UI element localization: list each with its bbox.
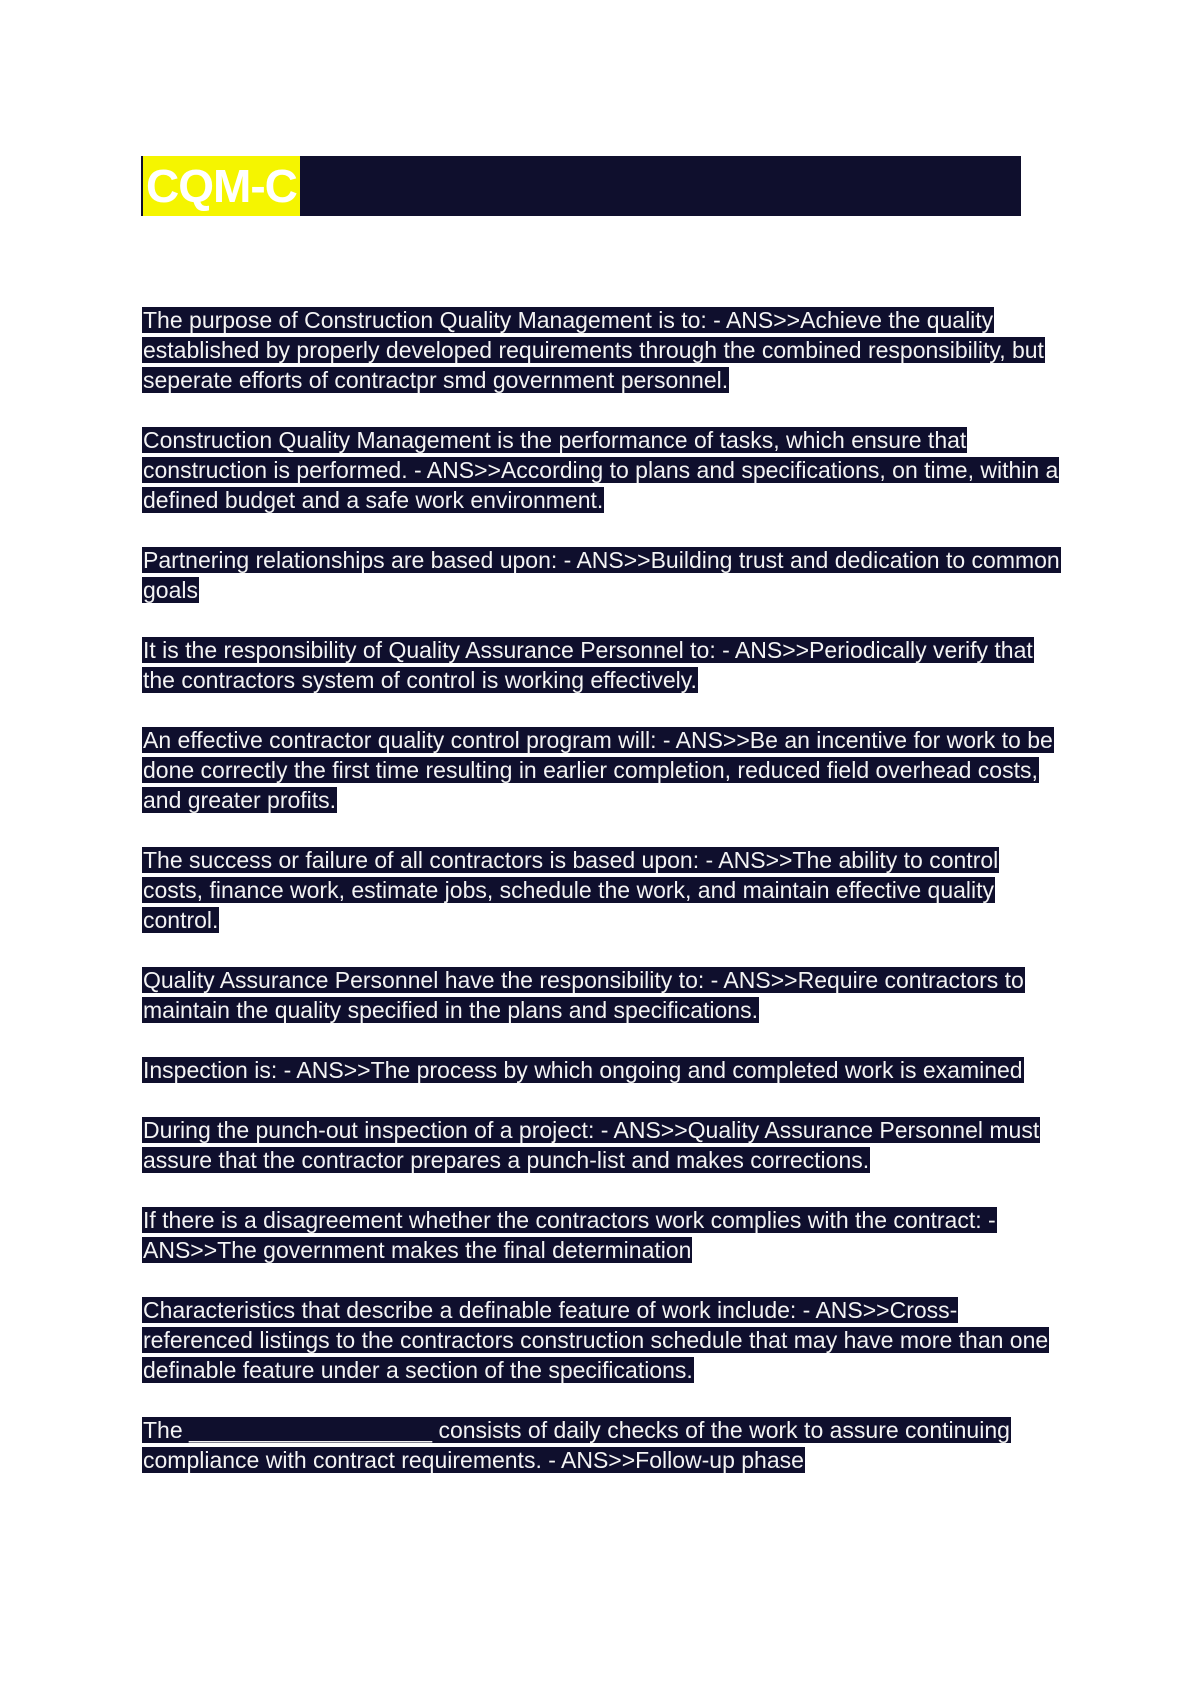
qa-item-1: [142, 305, 1062, 395]
document-title: CQM-C: [141, 156, 300, 216]
qa-item-10: [142, 1205, 1062, 1265]
qa-item-text: If there is a disagreement whether the contractors work complies with the contract: - ANS>>The government makes the final determination: [143, 1207, 996, 1263]
qa-list: [142, 305, 1062, 1475]
qa-item-text: During the punch-out inspection of a project: - ANS>>Quality Assurance Personnel must assure that the contractor prepares a punch-list and makes corrections.: [143, 1117, 1040, 1173]
title-banner: [141, 156, 1021, 216]
qa-item-3: [142, 545, 1062, 605]
qa-item-7: [142, 965, 1062, 1025]
qa-item-text: The purpose of Construction Quality Management is to: - ANS>>Achieve the quality established by properly developed requirements through the combined responsibility, but seperate efforts of contractpr smd government personnel.: [143, 307, 1044, 393]
qa-item-text: Construction Quality Management is the performance of tasks, which ensure that construction is performed. - ANS>>According to plans and specifications, on time, within a defined budget and a safe work environment.: [143, 427, 1059, 513]
qa-item-6: [142, 845, 1062, 935]
qa-item-8: [142, 1055, 1062, 1085]
qa-item-text: Partnering relationships are based upon: - ANS>>Building trust and dedication to common goals: [143, 547, 1060, 603]
qa-item-text: An effective contractor quality control program will: - ANS>>Be an incentive for work to be done correctly the first time resulting in earlier completion, reduced field overhead costs, and greater profits.: [143, 727, 1053, 813]
qa-item-text: Inspection is: - ANS>>The process by which ongoing and completed work is examined: [143, 1057, 1023, 1083]
qa-item-text: The ___________________ consists of daily checks of the work to assure continuing compliance with contract requirements. - ANS>>Follow-up phase: [143, 1417, 1010, 1473]
qa-item-text: Quality Assurance Personnel have the responsibility to: - ANS>>Require contractors to maintain the quality specified in the plans and specifications.: [143, 967, 1024, 1023]
qa-item-11: [142, 1295, 1062, 1385]
qa-item-2: [142, 425, 1062, 515]
qa-item-text: The success or failure of all contractors is based upon: - ANS>>The ability to control costs, finance work, estimate jobs, schedule the work, and maintain effective quality control.: [143, 847, 999, 933]
qa-item-text: Characteristics that describe a definable feature of work include: - ANS>>Cross-referenced listings to the contractors construction schedule that may have more than one definable feature under a section of the specifications.: [143, 1297, 1049, 1383]
qa-item-9: [142, 1115, 1062, 1175]
qa-item-4: [142, 635, 1062, 695]
qa-item-text: It is the responsibility of Quality Assurance Personnel to: - ANS>>Periodically verify that the contractors system of control is working effectively.: [143, 637, 1033, 693]
qa-item-5: [142, 725, 1062, 815]
qa-item-12: [142, 1415, 1062, 1475]
